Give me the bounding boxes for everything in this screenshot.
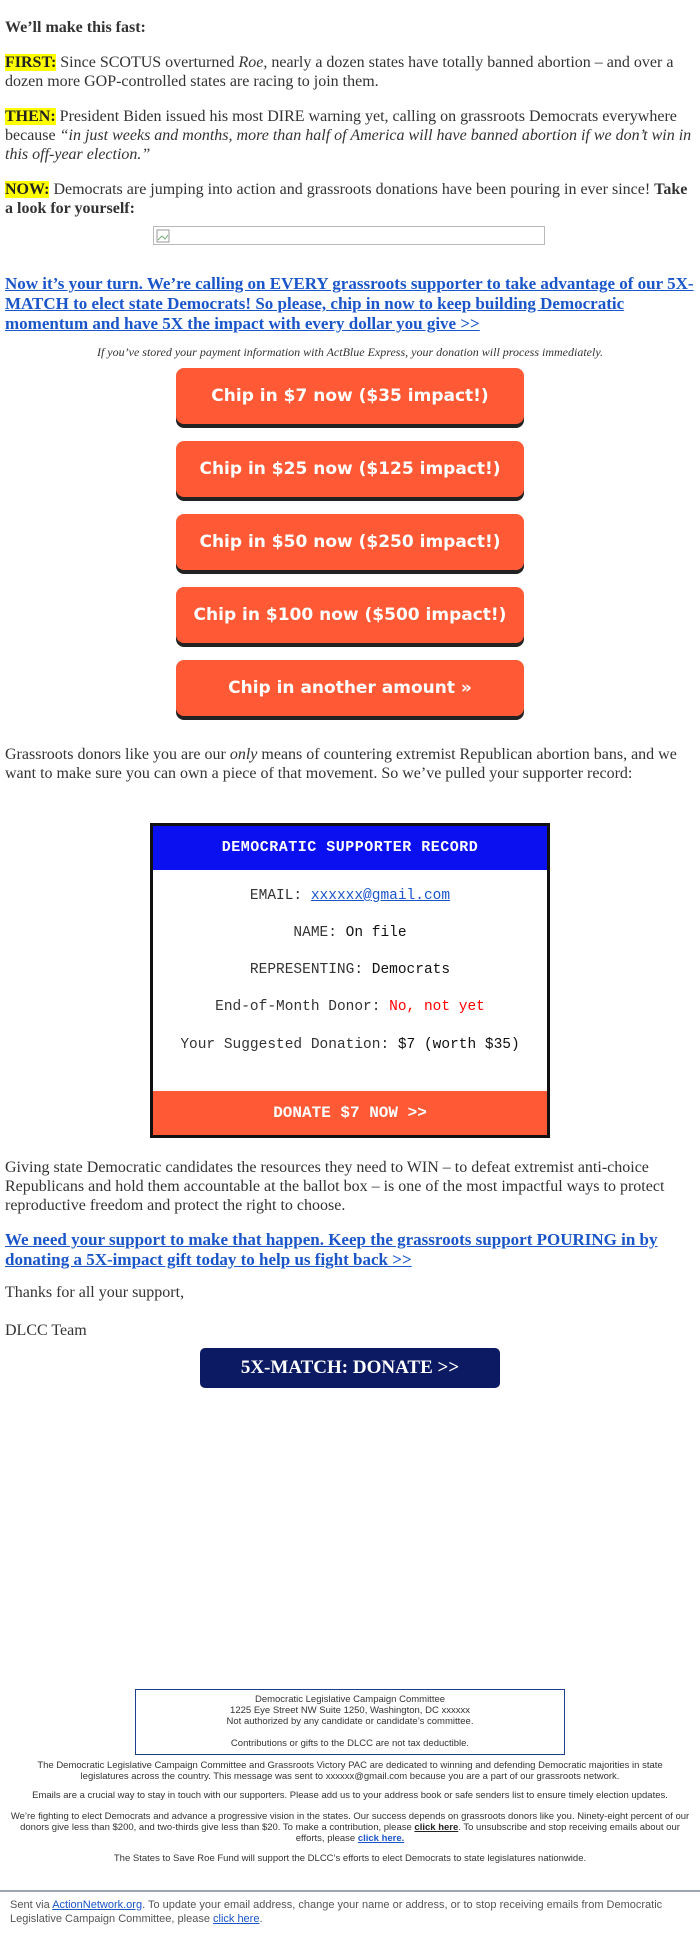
footer-address: 1225 Eye Street NW Suite 1250, Washington, DC xxxxxx [230,1705,470,1716]
footer-org: Democratic Legislative Campaign Committee [254,1694,446,1705]
first-label: FIRST: [5,54,57,71]
sent-via-note: Sent via ActionNetwork.org. To update your email address, change your name or address, or to stop receiving emails from Democratic Legislative Campaign Committee, please click here. [10,1899,663,1925]
eom-status: No, not yet [389,999,485,1015]
footer-divider [0,1890,700,1892]
record-name-row: NAME: On file [293,925,407,941]
then-paragraph: THEN: President Biden issued his most DIRE warning yet, calling on grassroots Democrats everywhere because “in just weeks and months, more than half of America will have banned abortion if we don’t win in this off-year election.” [5,108,692,163]
image-icon [156,229,170,243]
record-eom-donor-row: End-of-Month Donor: No, not yet [215,999,485,1015]
now-paragraph: NOW: Democrats are jumping into action and grassroots donations have been pouring in ever since! Take a look for yourself: [5,181,688,217]
footer-tax: Contributions or gifts to the DLCC are not tax deductible. [230,1738,470,1749]
record-donate-button[interactable]: DONATE $7 NOW >> [153,1091,547,1135]
action-network-link[interactable]: ActionNetwork.org [52,1899,143,1911]
grassroots-paragraph: Grassroots donors like you are our only means of countering extremist Republican abortion bans, and we want to make sure you can own a piece of that movement. So we’ve pulled your supporter record: [5,746,677,782]
record-email-link[interactable]: xxxxxx@gmail.com [310,888,451,904]
actblue-express-note: If you’ve stored your payment information with ActBlue Express, your donation will process immediately. [96,345,604,359]
now-label: NOW: [5,181,50,198]
footer-fighting: We’re fighting to elect Democrats and advance a progressive vision in the states. Our success depends on grassroots donors like you. Ninety-eight percent of our donors give less than $200, and two-thirds give less than $20. To make a contribution, please click here. To unsubscribe and stop receiving emails about our efforts, please click here. [10,1811,690,1844]
footer-address-box [135,1689,565,1755]
update-settings-link[interactable]: click here [213,1913,260,1925]
footer-authorized: Not authorized by any candidate or candidate’s committee. [226,1716,474,1727]
supporter-record-card [150,823,550,1138]
record-representing-row: REPRESENTING: Democrats [249,962,451,978]
first-paragraph: FIRST: Since SCOTUS overturned Roe, nearly a dozen states have totally banned abortion – and over a dozen more GOP-controlled states are racing to join them. [5,54,674,90]
cta-link-5x-match[interactable]: Now it’s your turn. We’re calling on EVERY grassroots supporter to take advantage of our 5X-MATCH to elect state Democrats! So please, chip in now to keep building Democratic momentum and have 5X the impact with every dollar you give >> [5,274,694,333]
supporter-record-title: DEMOCRATIC SUPPORTER RECORD [153,826,547,870]
chip-in-50-button[interactable]: Chip in $50 now ($250 impact!) [176,514,524,570]
greeting-heading: We’ll make this fast: [5,19,146,36]
cta-link-pouring[interactable]: We need your support to make that happen. Keep the grassroots support POURING in by donating a 5X-impact gift today to help us fight back >> [5,1230,658,1269]
match-donate-button[interactable]: 5X-MATCH: DONATE >> [200,1348,500,1388]
broken-image-placeholder [153,226,545,245]
unsubscribe-link[interactable]: click here. [357,1833,405,1844]
footer-dedicated: The Democratic Legislative Campaign Committee and Grassroots Victory PAC are dedicated to winning and defending Democratic majorities in state legislatures across the country. This message was sent to xxxxxx@gmail.com because you are a part of our grassroots network. [37,1760,663,1782]
signoff-line: DLCC Team [5,1322,87,1339]
footer-crucial: Emails are a crucial way to stay in touch with our supporters. Please add us to your address book or safe senders list to ensure timely election updates. [32,1790,668,1801]
record-suggested-donation-row: Your Suggested Donation: $7 (worth $35) [180,1037,520,1053]
then-label: THEN: [5,108,56,125]
chip-in-other-amount-button[interactable]: Chip in another amount » [176,660,524,716]
chip-in-7-button[interactable]: Chip in $7 now ($35 impact!) [176,368,524,424]
chip-in-100-button[interactable]: Chip in $100 now ($500 impact!) [176,587,524,643]
record-email-row: EMAIL: xxxxxx@gmail.com [249,888,451,904]
thanks-line: Thanks for all your support, [5,1284,185,1301]
giving-paragraph: Giving state Democratic candidates the resources they need to WIN – to defeat extremist anti-choice Republicans and hold them accountable at the ballot box – is one of the most impactful ways to protect reproductive freedom and protect the right to choose. [5,1159,665,1214]
chip-in-25-button[interactable]: Chip in $25 now ($125 impact!) [176,441,524,497]
footer-roe-fund: The States to Save Roe Fund will support the DLCC’s efforts to elect Democrats to state legislatures nationwide. [113,1853,587,1864]
contribute-link[interactable]: click here [414,1822,459,1833]
